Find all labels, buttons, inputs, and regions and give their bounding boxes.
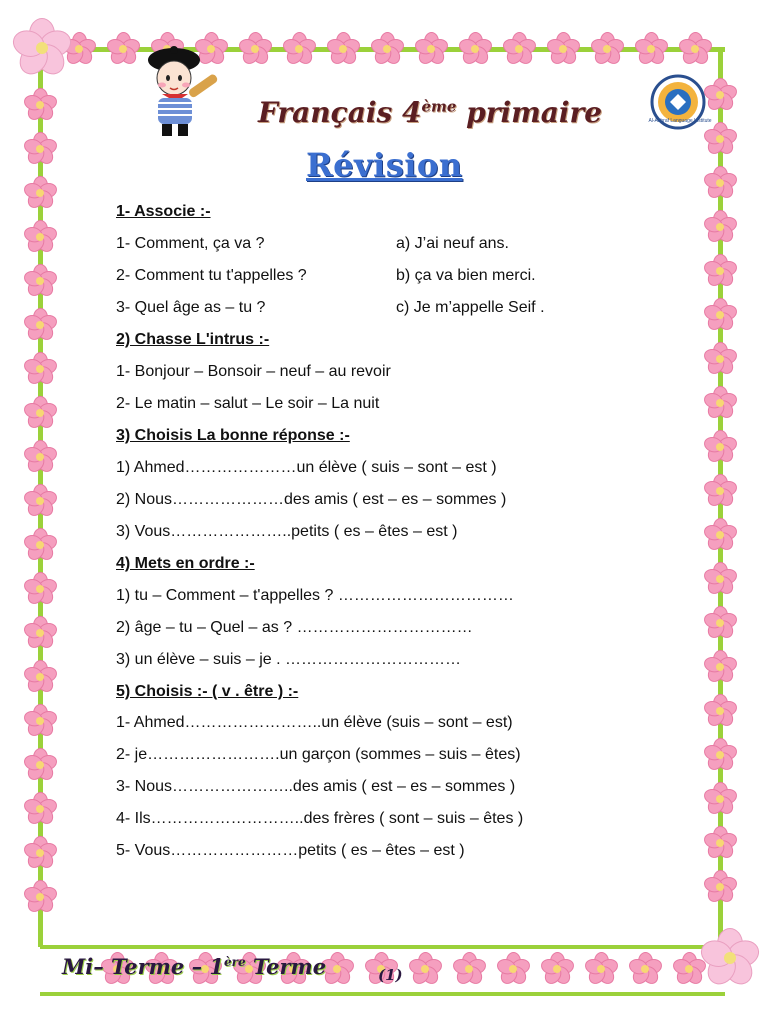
flower-icon [23,704,57,738]
flower-icon [703,166,737,200]
flower-icon [238,32,272,66]
flower-icon [23,748,57,782]
flower-icon [628,952,662,986]
corner-flower-bottom-right [700,928,760,988]
flower-icon [23,660,57,694]
flower-icon [703,210,737,244]
flower-icon [703,342,737,376]
etre-item: 4- Ils………………………..des frères ( sont – suis – êtes ) [116,810,524,827]
flower-icon [408,952,442,986]
flower-icon [370,32,404,66]
flower-icon [326,32,360,66]
ordre-item: 3) un élève – suis – je . …………………………… [116,651,461,668]
intrus-item: 2- Le matin – salut – Le soir – La nuit [116,395,380,412]
flower-icon [703,562,737,596]
border-bottom [40,945,725,949]
flower-icon [458,32,492,66]
etre-item: 5- Vous……………………petits ( es – êtes – est ) [116,842,465,859]
mascot-illustration [132,40,222,140]
flower-icon [703,78,737,112]
ordre-item: 1) tu – Comment – t'appelles ? …………………………… [116,587,514,604]
flower-icon [23,264,57,298]
flower-icon [634,32,668,66]
flower-icon [703,738,737,772]
flower-icon [496,952,530,986]
associe-right: a) J’ai neuf ans. [396,235,509,252]
flower-icon [282,32,316,66]
flower-icon [678,32,712,66]
flower-icon [584,952,618,986]
intrus-item: 1- Bonjour – Bonsoir – neuf – au revoir [116,363,391,380]
etre-item: 1- Ahmed……………………..un élève (suis – sont – est) [116,714,513,731]
section-2-heading: 2) Chasse L'intrus :- [116,331,270,348]
etre-item: 3- Nous…………………..des amis ( est – es – sommes ) [116,778,516,795]
section-4-heading: 4) Mets en ordre :- [116,555,255,572]
footer-title [62,954,326,979]
flower-icon [23,792,57,826]
flower-icon [540,952,574,986]
ordre-item: 2) âge – tu – Quel – as ? …………………………… [116,619,473,636]
flower-icon [23,616,57,650]
flower-icon [703,606,737,640]
flower-icon [23,308,57,342]
section-1-heading: 1- Associe :- [116,203,211,220]
worksheet-title [258,96,602,129]
flower-icon [23,836,57,870]
flower-icon [23,880,57,914]
flower-icon [23,220,57,254]
associe-left: 2- Comment tu t'appelles ? [116,267,307,284]
choisis-item: 1) Ahmed…………………un élève ( suis – sont – est ) [116,459,497,476]
footer-title-main: Mi– Terme – 1 [62,954,224,979]
title-main: Français 4 [258,96,422,129]
flower-icon [23,176,57,210]
choisis-item: 2) Nous…………………des amis ( est – es – sommes ) [116,491,507,508]
flower-icon [703,122,737,156]
flower-icon [23,88,57,122]
flower-icon [703,694,737,728]
flower-icon [23,396,57,430]
choisis-item: 3) Vous…………………..petits ( es – êtes – est ) [116,523,458,540]
flower-icon [703,430,737,464]
flower-icon [23,440,57,474]
associe-left: 3- Quel âge as – tu ? [116,299,266,316]
title-sup: ème [421,97,457,116]
flower-icon [703,650,737,684]
flower-icon [703,474,737,508]
associe-row [116,299,545,317]
flower-icon [414,32,448,66]
flower-icon [703,870,737,904]
flower-icon [546,32,580,66]
flower-icon [502,32,536,66]
logo-caption: Al-Ashraf Language Institute [648,118,712,124]
flower-icon [590,32,624,66]
revision-heading: Révision [306,146,463,184]
flower-icon [703,298,737,332]
flower-icon [23,528,57,562]
flower-icon [703,386,737,420]
flower-icon [23,484,57,518]
corner-flower-top-left [12,18,72,78]
flower-icon [23,132,57,166]
associe-left: 1- Comment, ça va ? [116,235,265,252]
flower-icon [703,782,737,816]
footer-title-end: Terme [245,954,327,979]
associe-right: c) Je m’appelle Seif . [396,299,545,316]
section-5-heading: 5) Choisis :- ( v . être ) :- [116,683,299,700]
flower-icon [703,518,737,552]
footer-title-sup: ère [224,955,246,969]
title-end: primaire [456,96,603,129]
associe-row [116,235,509,253]
page-number: (1) [378,966,403,984]
flower-icon [452,952,486,986]
border-bottom-2 [40,992,725,996]
flower-icon [23,352,57,386]
flower-icon [703,826,737,860]
associe-row [116,267,536,285]
flower-icon [703,254,737,288]
section-3-heading: 3) Choisis La bonne réponse :- [116,427,350,444]
etre-item: 2- je…………………….un garçon (sommes – suis – êtes) [116,746,521,763]
associe-right: b) ça va bien merci. [396,267,536,284]
flower-icon [23,572,57,606]
